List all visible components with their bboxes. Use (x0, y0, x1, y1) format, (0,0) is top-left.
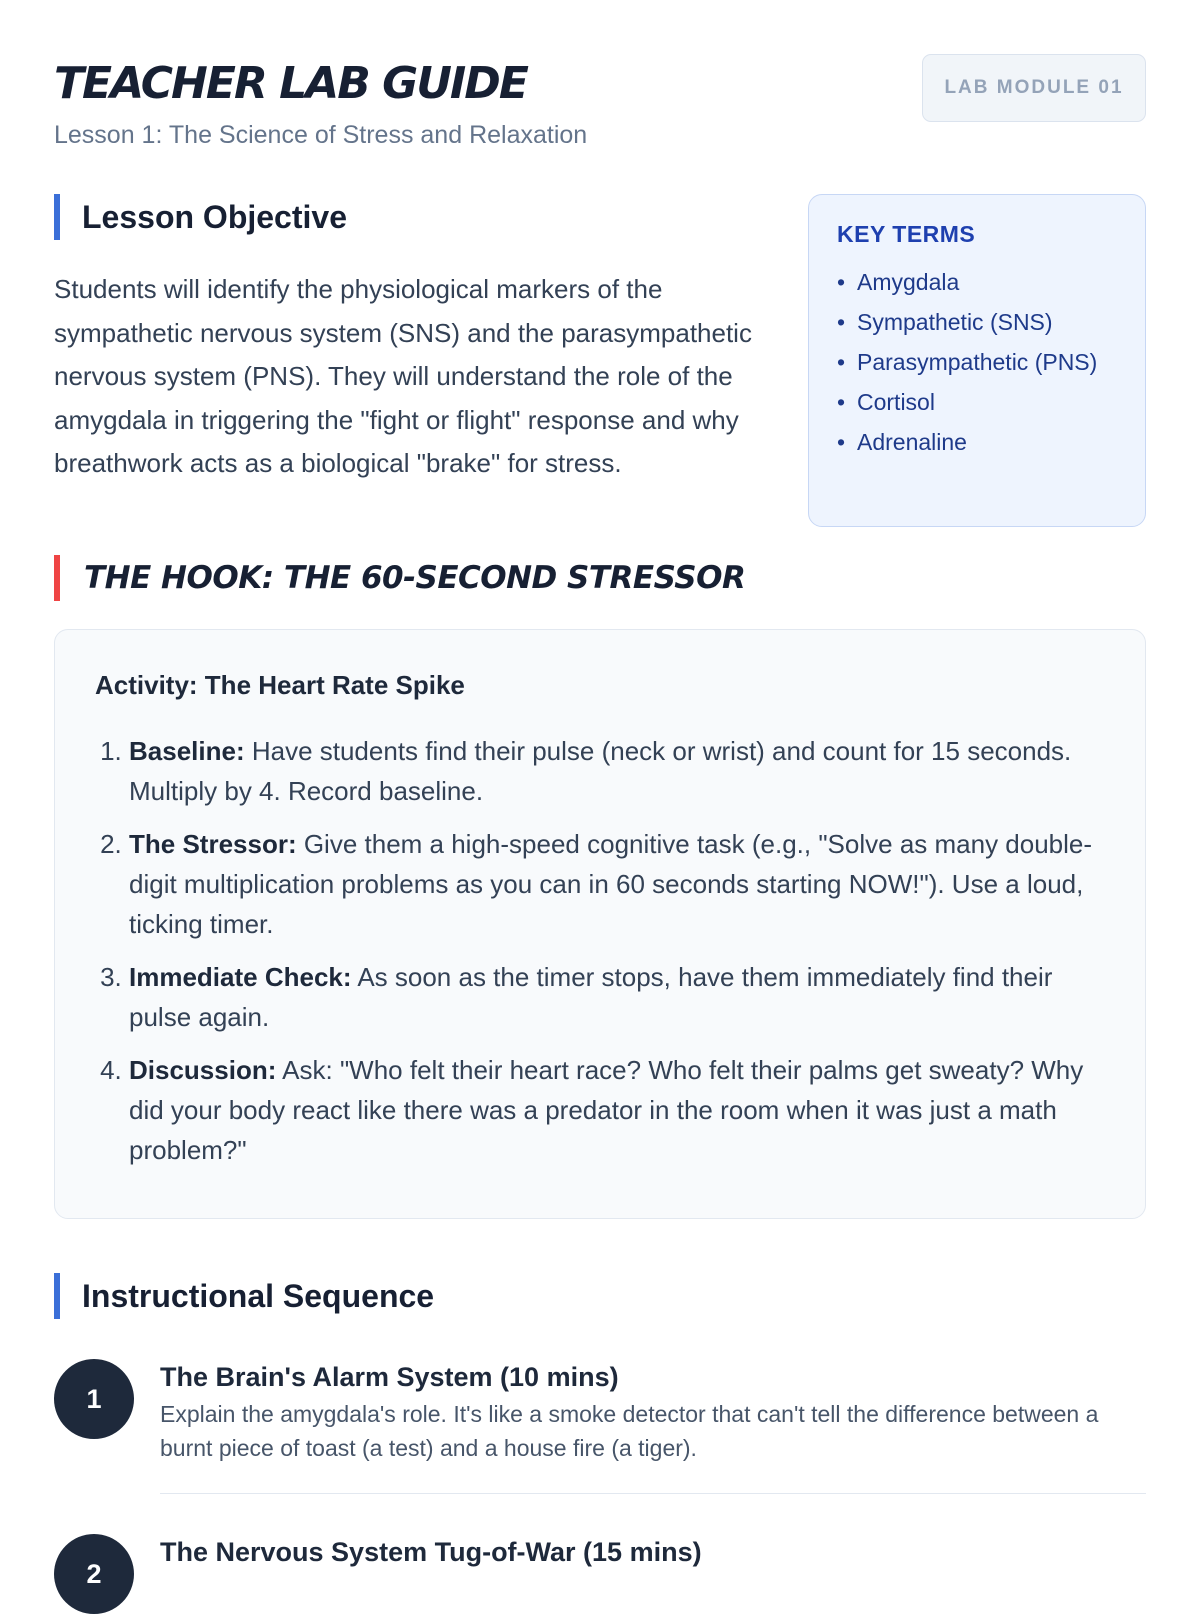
key-terms-list (837, 262, 1117, 462)
step-text: Ask: "Who felt their heart race? Who felt their palms get sweaty? Why did your body react like there was a predator in the room when it was just a math problem?" (129, 1055, 1084, 1165)
sequence-heading-text: Instructional Sequence (82, 1277, 435, 1314)
activity-box (54, 629, 1146, 1219)
objective-heading-text: Lesson Objective (82, 198, 347, 235)
activity-step (129, 824, 1105, 944)
page-subtitle: Lesson 1: The Science of Stress and Relaxation (54, 121, 588, 149)
key-term-item (837, 422, 1117, 462)
step-label: Baseline: (129, 736, 245, 766)
step-text: As soon as the timer stops, have them immediately find their pulse again. (129, 962, 1053, 1032)
key-term-label: Sympathetic (SNS) (857, 309, 1053, 335)
key-term-item (837, 342, 1117, 382)
activity-title: Activity: The Heart Rate Spike (95, 670, 465, 700)
key-terms-box (808, 194, 1146, 527)
activity-step (129, 1050, 1105, 1170)
step-title: The Brain's Alarm System (10 mins) (160, 1362, 619, 1392)
objective-section (54, 180, 774, 486)
hook-heading (54, 555, 1146, 601)
sequence-step (54, 1359, 1146, 1494)
lab-guide-page (54, 0, 1146, 1589)
bullet-icon: • (837, 309, 846, 335)
step-label: The Stressor: (129, 829, 297, 859)
key-term-item (837, 302, 1117, 342)
activity-step (129, 957, 1105, 1037)
module-badge: LAB MODULE 01 (922, 54, 1146, 122)
sequence-section (54, 1273, 1146, 1589)
step-divider (160, 1493, 1146, 1494)
hook-heading-text: THE HOOK: THE 60-SECOND STRESSOR (84, 560, 746, 596)
key-terms-title: KEY TERMS (837, 221, 976, 247)
sequence-step (54, 1534, 1146, 1589)
objective-text: Students will identify the physiological markers of the sympathetic nervous system (SNS) and the parasympathetic nervous system (PNS). They will understand the role of the amygdala in triggering the "fight or flight" response and why breathwork acts as a biological "brake" for stress. (54, 274, 752, 478)
sequence-heading (54, 1273, 1146, 1319)
step-text: Have students find their pulse (neck or wrist) and count for 15 seconds. Multiply by 4. Record baseline. (129, 736, 1072, 806)
key-term-label: Adrenaline (857, 429, 967, 455)
objective-row (54, 180, 1146, 535)
bullet-icon: • (837, 269, 846, 295)
step-label: Discussion: (129, 1055, 277, 1085)
step-text: Give them a high-speed cognitive task (e.g., "Solve as many double-digit multiplication problems as you can in 60 seconds starting NOW!"). Use a loud, ticking timer. (129, 829, 1093, 939)
activity-steps (95, 731, 1105, 1170)
sequence-accent-bar (54, 1273, 60, 1319)
hook-section (54, 555, 1146, 1219)
key-term-label: Amygdala (857, 269, 960, 295)
step-number-badge: 1 (54, 1359, 134, 1439)
key-term-label: Parasympathetic (PNS) (857, 349, 1098, 375)
objective-heading (54, 194, 774, 240)
key-term-item (837, 382, 1117, 422)
page-title: TEACHER LAB GUIDE (54, 58, 527, 109)
bullet-icon: • (837, 349, 846, 375)
step-description: Explain the amygdala's role. It's like a smoke detector that can't tell the difference between a burnt piece of toast (a test) and a house fire (a tiger). (160, 1401, 1099, 1461)
activity-step (129, 731, 1105, 811)
key-term-item (837, 262, 1117, 302)
bullet-icon: • (837, 429, 846, 455)
step-label: Immediate Check: (129, 962, 352, 992)
step-number-badge: 2 (54, 1534, 134, 1614)
header (54, 0, 1146, 180)
objective-accent-bar (54, 194, 60, 240)
bullet-icon: • (837, 389, 846, 415)
step-title: The Nervous System Tug-of-War (15 mins) (160, 1537, 702, 1567)
key-term-label: Cortisol (857, 389, 935, 415)
hook-accent-bar (54, 555, 60, 601)
